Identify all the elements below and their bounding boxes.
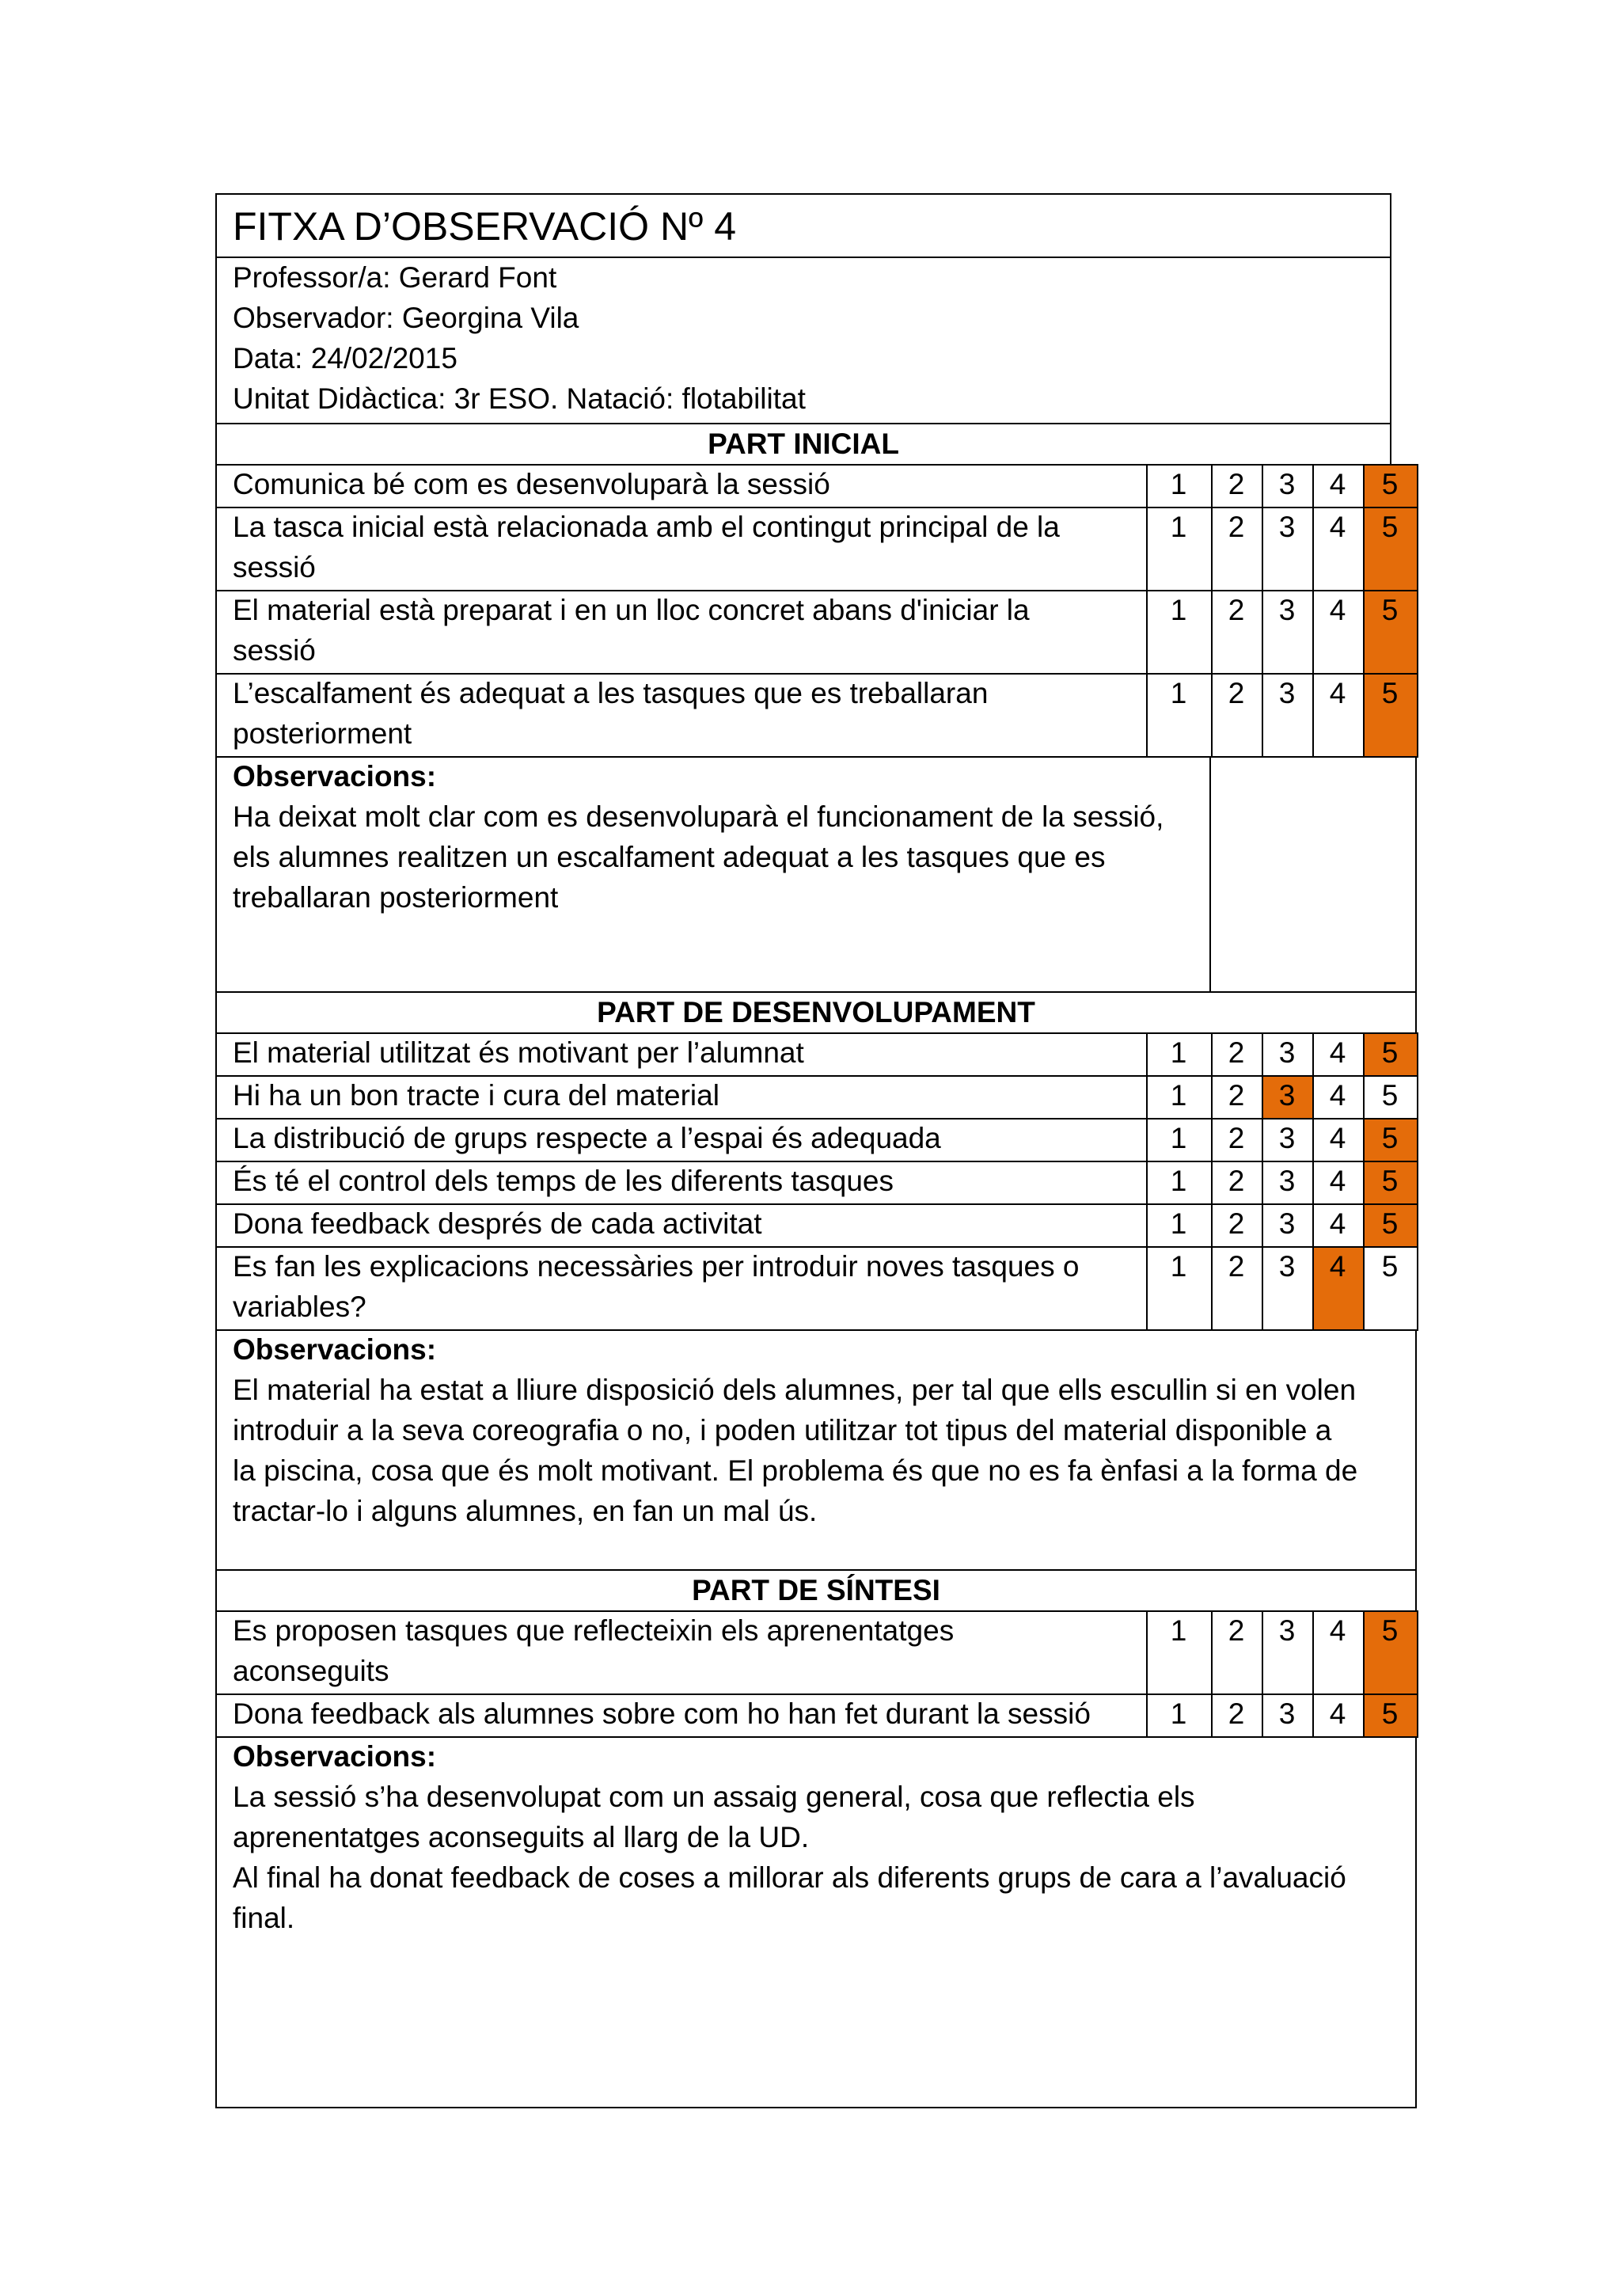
section-title: PART INICIAL [708,428,899,460]
score-number: 2 [1228,1036,1245,1069]
score-number: 1 [1170,1207,1187,1240]
score-number: 3 [1278,1697,1296,1730]
score-number: 5 [1381,1207,1399,1240]
page-title: FITXA D’OBSERVACIÓ Nº 4 [233,204,737,249]
score-number: 5 [1381,1614,1399,1647]
score-number: 2 [1228,594,1245,626]
score-number: 4 [1329,1165,1346,1197]
criterion-text: variables? [233,1291,366,1323]
score-number: 5 [1381,1697,1399,1730]
criterion-text: posteriorment [233,717,412,750]
score-number: 3 [1278,1614,1296,1647]
observations-text: Ha deixat molt clar com es desenvoluparà el funcionament de la sessió, [233,800,1164,833]
score-number: 4 [1329,677,1346,709]
observations-text: aprenentatges aconseguits al llarg de la UD. [233,1821,810,1853]
score-number: 2 [1228,1614,1245,1647]
observations-label: Observacions: [233,1333,437,1366]
score-number: 4 [1329,1614,1346,1647]
criterion-text: El material està preparat i en un lloc concret abans d'iniciar la [233,594,1030,626]
score-number: 1 [1170,1036,1187,1069]
score-number: 3 [1278,468,1296,500]
score-number: 5 [1381,594,1399,626]
score-number: 2 [1228,677,1245,709]
observations-label: Observacions: [233,1740,437,1773]
observations-text: els alumnes realitzen un escalfament adequat a les tasques que es [233,841,1106,873]
score-number: 3 [1278,677,1296,709]
date-line: Data: 24/02/2015 [233,342,457,374]
score-number: 5 [1381,1122,1399,1154]
score-number: 5 [1381,468,1399,500]
score-number: 2 [1228,1122,1245,1154]
score-number: 1 [1170,1079,1187,1112]
observations-text: Al final ha donat feedback de coses a millorar als diferents grups de cara a l’avaluació [233,1861,1346,1894]
section-title: PART DE DESENVOLUPAMENT [597,996,1035,1028]
criterion-text: sessió [233,551,316,584]
criterion-text: Es fan les explicacions necessàries per introduir noves tasques o [233,1250,1080,1283]
score-number: 2 [1228,1207,1245,1240]
score-number: 2 [1228,468,1245,500]
observations-text: El material ha estat a lliure disposició dels alumnes, per tal que ells escullin si en volen [233,1374,1357,1406]
score-number: 4 [1329,1250,1346,1283]
section-title: PART DE SÍNTESI [692,1574,940,1606]
score-number: 1 [1170,1165,1187,1197]
criterion-text: Dona feedback després de cada activitat [233,1207,762,1240]
score-number: 3 [1278,1250,1296,1283]
score-number: 5 [1381,1165,1399,1197]
criterion-text: Hi ha un bon tracte i cura del material [233,1079,719,1112]
score-number: 4 [1329,511,1346,543]
criterion-text: Comunica bé com es desenvoluparà la sessió [233,468,830,500]
criterion-text: Es proposen tasques que reflecteixin els aprenentatges [233,1614,955,1647]
score-number: 5 [1381,511,1399,543]
observations-text: la piscina, cosa que és molt motivant. El problema és que no es fa ènfasi a la forma de [233,1454,1358,1487]
criterion-text: Dona feedback als alumnes sobre com ho han fet durant la sessió [233,1697,1091,1730]
score-number: 5 [1381,1036,1399,1069]
criterion-text: L’escalfament és adequat a les tasques que es treballaran [233,677,989,709]
score-number: 2 [1228,511,1245,543]
criterion-text: El material utilitzat és motivant per l’alumnat [233,1036,804,1069]
score-number: 1 [1170,1697,1187,1730]
score-number: 3 [1278,1165,1296,1197]
score-number: 5 [1381,1250,1399,1283]
score-number: 1 [1170,1250,1187,1283]
score-number: 1 [1170,511,1187,543]
score-number: 5 [1381,1079,1399,1112]
score-number: 3 [1278,594,1296,626]
criterion-text: aconseguits [233,1655,389,1687]
score-number: 3 [1278,1079,1296,1112]
criterion-text: És té el control dels temps de les diferents tasques [233,1165,894,1197]
score-number: 4 [1329,594,1346,626]
score-number: 5 [1381,677,1399,709]
criterion-text: La distribució de grups respecte a l’espai és adequada [233,1122,941,1154]
observations-text: tractar-lo i alguns alumnes, en fan un mal ús. [233,1495,818,1527]
observations-side-cell [1209,756,1417,1000]
score-number: 1 [1170,1614,1187,1647]
score-number: 3 [1278,1036,1296,1069]
teacher-line: Professor/a: Gerard Font [233,261,557,294]
observations-text: La sessió s’ha desenvolupat com un assaig general, cosa que reflectia els [233,1781,1195,1813]
score-number: 1 [1170,468,1187,500]
observations-label: Observacions: [233,760,437,793]
score-number: 2 [1228,1165,1245,1197]
score-number: 4 [1329,1207,1346,1240]
observations-text: treballaran posteriorment [233,881,559,914]
score-number: 1 [1170,677,1187,709]
criterion-text: sessió [233,634,316,667]
observations-text: introduir a la seva coreografia o no, i poden utilitzar tot tipus del material disponible a [233,1414,1332,1446]
score-number: 2 [1228,1250,1245,1283]
score-number: 3 [1278,1207,1296,1240]
score-number: 4 [1329,1122,1346,1154]
score-number: 1 [1170,1122,1187,1154]
score-number: 2 [1228,1079,1245,1112]
score-number: 4 [1329,1079,1346,1112]
score-number: 2 [1228,1697,1245,1730]
observations-text: final. [233,1902,295,1934]
score-number: 4 [1329,1036,1346,1069]
score-number: 4 [1329,1697,1346,1730]
score-number: 3 [1278,1122,1296,1154]
score-number: 4 [1329,468,1346,500]
observer-line: Observador: Georgina Vila [233,302,579,334]
unit-line: Unitat Didàctica: 3r ESO. Natació: flotabilitat [233,382,806,415]
score-number: 3 [1278,511,1296,543]
score-number: 1 [1170,594,1187,626]
criterion-text: La tasca inicial està relacionada amb el contingut principal de la [233,511,1060,543]
